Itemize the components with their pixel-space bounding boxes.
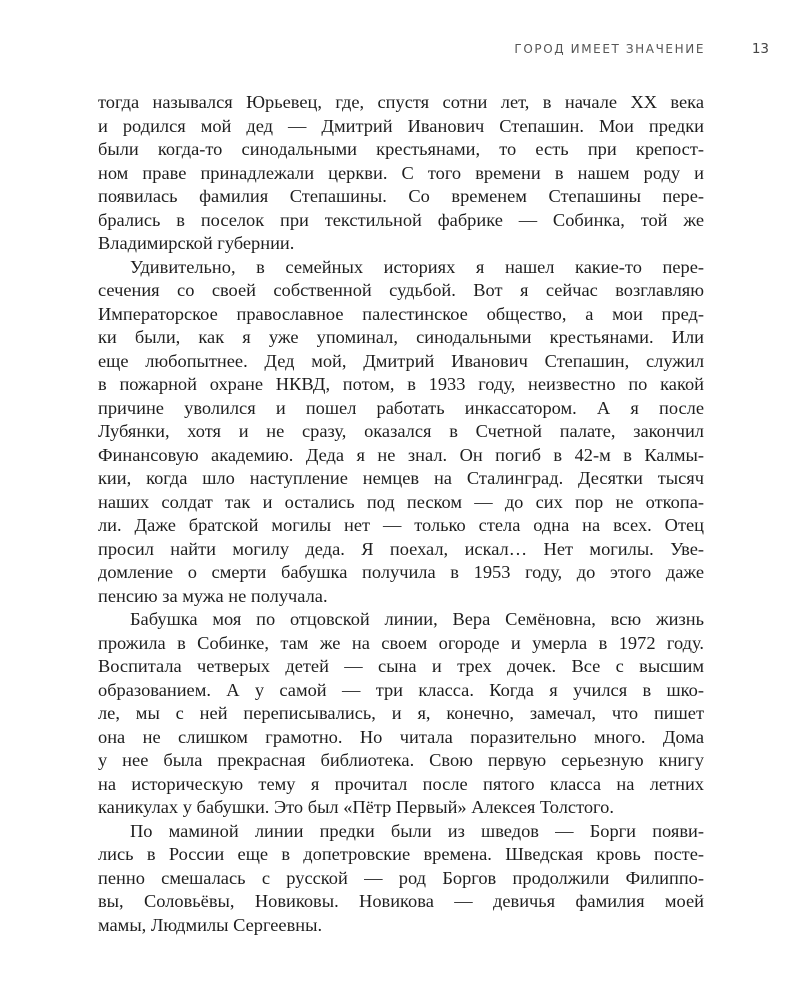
text-line: Бабушка моя по отцовской линии, Вера Семёновна, всю жизнь bbox=[130, 609, 704, 629]
text-line: прожила в Собинке, там же на своем огороде и умерла в 1972 году. bbox=[98, 632, 704, 653]
text-line: она не слишком грамотно. Но читала поразительно много. Дома bbox=[98, 726, 704, 747]
text-line: сечения со своей собственной судьбой. Вот я сейчас возглавляю bbox=[98, 280, 704, 300]
running-header: ГОРОД ИМЕЕТ ЗНАЧЕНИЕ bbox=[514, 42, 705, 56]
text-line: у нее была прекрасная библиотека. Свою первую серьезную книгу bbox=[98, 750, 704, 770]
text-line: наших солдат так и остались под песком — до сих пор не откопа- bbox=[98, 491, 704, 512]
text-line: причине уволился и пошел работать инкассатором. А я после bbox=[98, 397, 704, 418]
text-line: еще любопытнее. Дед мой, Дмитрий Иванович Степашин, служил bbox=[98, 350, 704, 371]
text-line: просил найти могилу деда. Я поехал, искал… Нет могилы. Уве- bbox=[98, 538, 704, 559]
text-line: в пожарной охране НКВД, потом, в 1933 году, неизвестно по какой bbox=[98, 374, 704, 394]
text-line: брались в поселок при текстильной фабрике — Собинка, той же bbox=[98, 209, 704, 230]
paragraph-3 bbox=[98, 608, 704, 820]
text-line: Императорское православное палестинское общество, а мои пред- bbox=[98, 303, 704, 324]
text-line: По маминой линии предки были из шведов — Борги появи- bbox=[130, 820, 704, 841]
text-line: были когда-то синодальными крестьянами, то есть при крепост- bbox=[98, 139, 704, 159]
text-line: пенсию за мужа не получала. bbox=[98, 585, 328, 606]
text-line: вы, Соловьёвы, Новиковы. Новикова — девичья фамилия моей bbox=[98, 891, 704, 911]
text-line: кии, когда шло наступление немцев на Сталинград. Десятки тысяч bbox=[98, 468, 704, 488]
text-line: появилась фамилия Степашины. Со временем Степашины пере- bbox=[98, 186, 704, 206]
text-line: каникулах у бабушки. Это был «Пётр Первый» Алексея Толстого. bbox=[98, 797, 614, 817]
text-line: Финансовую академию. Деда я не знал. Он погиб в 42-м в Калмы- bbox=[98, 444, 704, 465]
text-line: ле, мы с ней переписывались, и я, конечно, замечал, что пишет bbox=[98, 703, 704, 723]
text-line: ном праве принадлежали церкви. С того времени в нашем роду и bbox=[98, 162, 704, 183]
text-line: ки были, как я уже упоминал, синодальными крестьянами. Или bbox=[98, 327, 704, 347]
text-line: и родился мой дед — Дмитрий Иванович Степашин. Мои предки bbox=[98, 115, 704, 136]
text-line: ли. Даже братской могилы нет — только стела одна на всех. Отец bbox=[98, 515, 704, 535]
text-line: мамы, Людмилы Сергеевны. bbox=[98, 914, 323, 935]
text-line: тогда назывался Юрьевец, где, спустя сотни лет, в начале XX века bbox=[98, 92, 704, 112]
paragraph-2 bbox=[98, 256, 704, 609]
page-number: 13 bbox=[751, 41, 769, 57]
text-line: Владимирской губернии. bbox=[98, 233, 295, 253]
paragraph-4 bbox=[98, 820, 704, 938]
text-line: лись в России еще в допетровские времена. Шведская кровь посте- bbox=[98, 844, 704, 864]
text-line: Удивительно, в семейных историях я нашел какие-то пере- bbox=[130, 256, 704, 277]
text-line: на историческую тему я прочитал после пятого класса на летних bbox=[98, 773, 704, 794]
text-line: Лубянки, хотя и не сразу, оказался в Счетной палате, закончил bbox=[98, 421, 704, 441]
body-text bbox=[98, 91, 704, 937]
text-line: пенно смешалась с русской — род Боргов продолжили Филиппо- bbox=[98, 867, 704, 888]
paragraph-1 bbox=[98, 91, 704, 256]
text-line: домление о смерти бабушка получила в 1953 году, до этого даже bbox=[98, 562, 704, 582]
text-line: Воспитала четверых детей — сына и трех дочек. Все с высшим bbox=[98, 656, 704, 676]
text-line: образованием. А у самой — три класса. Когда я учился в шко- bbox=[98, 679, 704, 700]
